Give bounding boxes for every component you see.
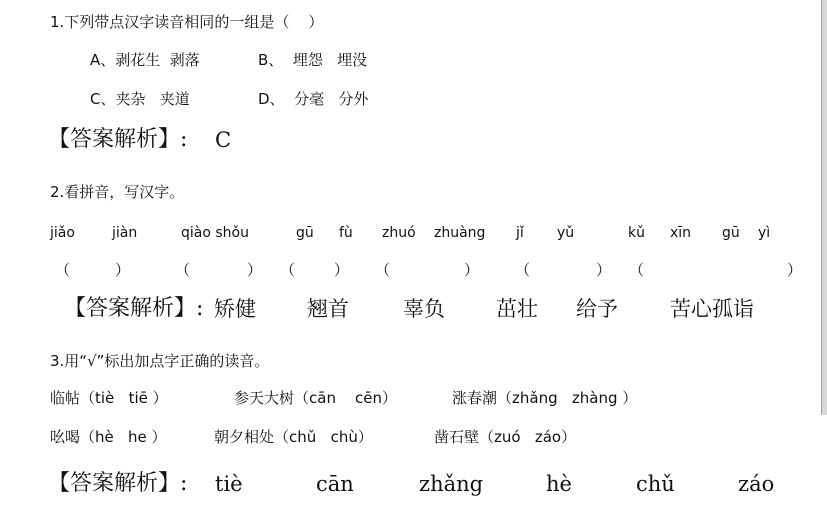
q3-answer-pinyin: hè: [546, 472, 572, 496]
q1-answer-value: C: [215, 128, 232, 152]
pinyin-item: yǔ: [557, 225, 575, 241]
blank-close: ）: [334, 261, 350, 279]
q3-item: 涨春潮（zhǎng zhàng ）: [452, 389, 638, 407]
pinyin-item: jiǎo: [50, 225, 75, 241]
q3-item: 凿石壁（zuó záo）: [434, 428, 577, 446]
blank-open: （: [375, 261, 391, 279]
q3-item: 吆喝（hè he ）: [50, 428, 167, 446]
pinyin-item: kǔ: [628, 225, 645, 241]
q3-answer-pinyin: záo: [738, 472, 775, 496]
pinyin-item: yì: [758, 225, 771, 241]
pinyin-item: fù: [339, 225, 353, 241]
q2-answer-word: 翘首: [307, 297, 349, 321]
pinyin-item: qiào shǒu: [181, 225, 249, 241]
blank-open: （: [280, 261, 296, 279]
q3-answer-label: 【答案解析】:: [48, 471, 188, 496]
q3-item: 临帖（tiè tiē ）: [50, 389, 168, 407]
q2-answer-word: 矫健: [214, 297, 256, 321]
blank-close: ）: [247, 261, 263, 279]
q3-answer-pinyin: zhǎng: [419, 472, 484, 496]
q1-option-d: D、 分毫 分外: [258, 90, 369, 108]
blank-close: ）: [596, 261, 612, 279]
q3-answer-pinyin: cān: [316, 472, 354, 496]
pinyin-item: zhuó: [382, 225, 416, 241]
q1-title: 1.下列带点汉字读音相同的一组是（ ）: [50, 13, 324, 31]
q1-option-c: C、夹杂 夹道: [90, 90, 190, 108]
q3-item: 朝夕相处（chǔ chù）: [214, 428, 373, 446]
pinyin-item: jǐ: [516, 225, 524, 241]
blank-open: （: [629, 261, 645, 279]
pinyin-item: gū: [722, 225, 740, 241]
pinyin-item: xīn: [670, 225, 692, 241]
pinyin-item: gū: [296, 225, 314, 241]
scrollbar[interactable]: [822, 0, 827, 415]
q2-answer-label: 【答案解析】:: [64, 296, 204, 321]
q2-answer-word: 苦心孤诣: [670, 297, 754, 321]
blank-close: ）: [115, 261, 131, 279]
q3-item: 参天大树（cān cēn）: [234, 389, 398, 407]
q3-answer-pinyin: tiè: [215, 472, 243, 496]
blank-close: ）: [787, 261, 803, 279]
blank-open: （: [515, 261, 531, 279]
q3-answer-pinyin: chǔ: [636, 472, 675, 496]
q2-answer-word: 茁壮: [496, 297, 538, 321]
q1-option-b: B、 埋怨 埋没: [258, 51, 368, 69]
blank-open: （: [55, 261, 71, 279]
q2-title: 2.看拼音，写汉字。: [50, 183, 185, 201]
blank-open: （: [175, 261, 191, 279]
pinyin-item: jiàn: [112, 225, 138, 241]
q2-answer-word: 辜负: [403, 297, 445, 321]
q2-answer-word: 给予: [576, 297, 618, 321]
pinyin-item: zhuàng: [434, 225, 486, 241]
q1-option-a: A、剥花生 剥落: [90, 51, 200, 69]
blank-close: ）: [464, 261, 480, 279]
q1-answer-label: 【答案解析】:: [48, 127, 188, 152]
q3-title: 3.用“√”标出加点字正确的读音。: [50, 352, 270, 370]
